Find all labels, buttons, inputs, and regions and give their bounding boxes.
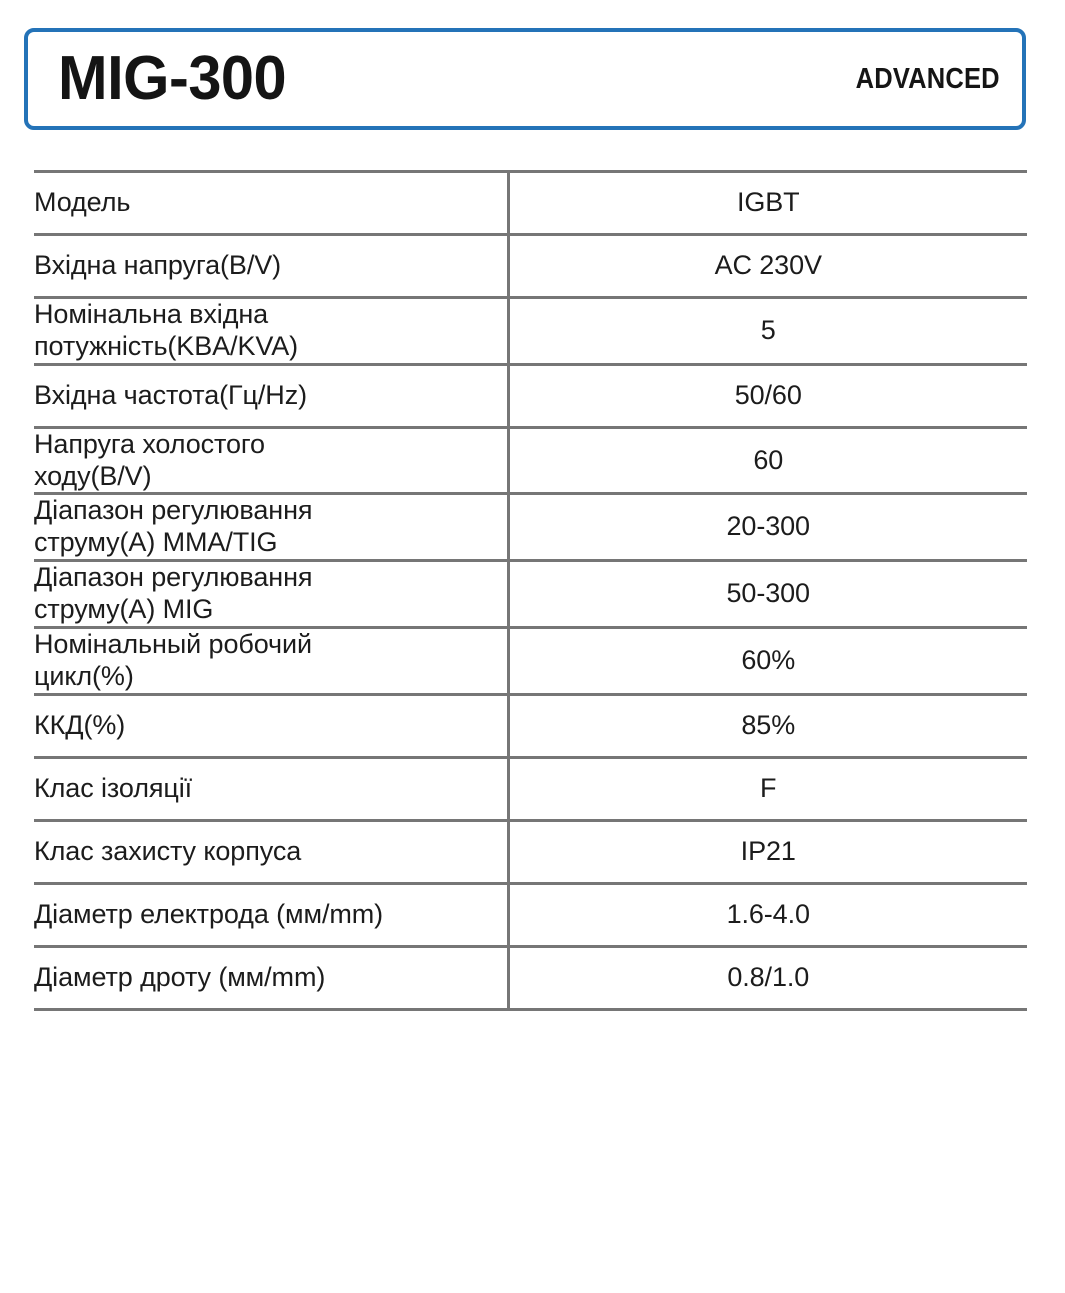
spec-label-cell xyxy=(34,757,508,820)
spec-label-line: ККД(%) xyxy=(34,709,126,740)
table-row xyxy=(34,883,1027,946)
spec-value-cell: 85% xyxy=(741,709,796,740)
spec-label-line: Діапазон регулювання xyxy=(34,495,313,526)
product-header-banner xyxy=(24,28,1026,130)
spec-label-line: Клас ізоляції xyxy=(34,772,193,803)
spec-value-cell: 20-300 xyxy=(726,511,810,542)
spec-value-cell: AC 230V xyxy=(714,250,822,281)
spec-label-line: Напруга холостого xyxy=(34,428,265,459)
spec-label-cell xyxy=(34,364,508,427)
spec-label-cell xyxy=(34,694,508,757)
spec-value-cell: IP21 xyxy=(740,835,796,866)
page-title: MIG-300 xyxy=(58,44,287,113)
table-row xyxy=(34,172,1027,235)
spec-label-cell xyxy=(34,427,508,494)
spec-label-line: Вхідна напруга(В/V) xyxy=(34,250,282,281)
table-row xyxy=(34,561,1027,628)
specifications-table xyxy=(34,170,1027,1011)
spec-value-cell: 50-300 xyxy=(726,578,810,609)
spec-label-cell xyxy=(34,627,508,694)
spec-label-cell xyxy=(34,235,508,298)
spec-label-line: Клас захисту корпуса xyxy=(34,835,302,866)
table-row xyxy=(34,820,1027,883)
spec-label-line: ходу(В/V) xyxy=(34,460,152,491)
spec-label-cell xyxy=(34,298,508,365)
spec-label-line: Номінальна вхідна xyxy=(34,299,269,329)
spec-value-cell: 60% xyxy=(741,644,796,675)
spec-label-line: цикл(%) xyxy=(34,660,134,691)
spec-label-line: Діапазон регулювання xyxy=(34,562,313,593)
product-badge: ADVANCED xyxy=(855,62,1000,95)
spec-value-cell: 60 xyxy=(753,444,784,475)
specifications-table-body xyxy=(34,172,1027,1010)
spec-label-line: Діаметр дроту (мм/mm) xyxy=(34,961,326,992)
table-row xyxy=(34,298,1027,365)
table-row xyxy=(34,235,1027,298)
table-row xyxy=(34,494,1027,561)
spec-label-cell xyxy=(34,561,508,628)
spec-label-line: Діаметр електрода (мм/mm) xyxy=(34,898,384,929)
spec-value-cell: IGBT xyxy=(736,187,800,218)
table-row xyxy=(34,364,1027,427)
table-row xyxy=(34,757,1027,820)
spec-label-line: Вхідна частота(Гц/Hz) xyxy=(34,379,308,410)
spec-label-cell xyxy=(34,494,508,561)
spec-label-cell xyxy=(34,172,508,235)
spec-value-cell: 0.8/1.0 xyxy=(727,961,810,992)
spec-value-cell: F xyxy=(760,772,777,803)
table-row xyxy=(34,427,1027,494)
table-row xyxy=(34,694,1027,757)
spec-label-cell xyxy=(34,820,508,883)
table-row xyxy=(34,946,1027,1009)
spec-label-cell xyxy=(34,946,508,1009)
spec-label-line: Модель xyxy=(34,187,131,218)
spec-label-line: Номінальный робочий xyxy=(34,628,312,659)
spec-label-line: потужність(KBA/KVA) xyxy=(34,330,299,361)
spec-value-cell: 50/60 xyxy=(734,379,802,410)
spec-value-cell: 1.6-4.0 xyxy=(726,898,810,929)
spec-label-line: струму(А) MIG xyxy=(34,594,214,625)
spec-label-line: струму(А) MMA/TIG xyxy=(34,527,278,558)
spec-value-cell: 5 xyxy=(760,314,776,345)
table-row xyxy=(34,627,1027,694)
spec-label-cell xyxy=(34,883,508,946)
